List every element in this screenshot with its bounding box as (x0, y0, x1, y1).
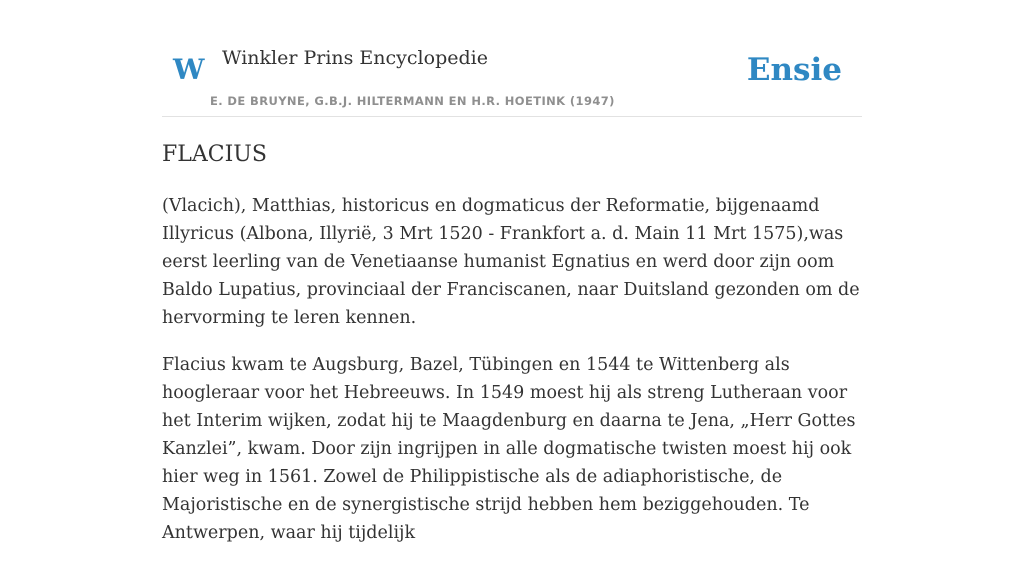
winkler-prins-logo[interactable]: W (173, 53, 205, 86)
header (162, 0, 862, 117)
article-paragraph: Flacius kwam te Augsburg, Bazel, Tübingen en 1544 te Wittenberg als hoogleraar voor het Hebreeuws. In 1549 moest hij als streng Lutheraan voor het Interim wijken, zodat hij te Maagdenburg en daarna te Jena, „Herr Gottes Kanzlei”, kwam. Door zijn ingrijpen in alle dogmatische twisten moest hij ook hier weg in 1561. Zowel de Philippistische als de adiaphoristische, de Majoristische en de synergistische strijd hebben hem beziggehouden. Te Antwerpen, waar hij tijdelijk (162, 355, 856, 543)
page (162, 0, 862, 543)
ensie-logo[interactable]: Ensie (746, 52, 842, 88)
article-paragraph: (Vlacich), Matthias, historicus en dogmaticus der Reformatie, bijgenaamd Illyricus (Albona, Illyrië, 3 Mrt 1520 - Frankfort a. d. Main 11 Mrt 1575),was eerst leerling van de Venetiaanse humanist Egnatius en werd door zijn oom Baldo Lupatius, provinciaal der Franciscanen, naar Duitsland gezonden om de hervorming te leren kennen. (162, 196, 860, 328)
article-body (162, 192, 862, 566)
source-title[interactable]: Winkler Prins Encyclopedie (222, 47, 488, 69)
article-title: FLACIUS (162, 142, 267, 167)
source-authors: E. DE BRUYNE, G.B.J. HILTERMANN EN H.R. HOETINK (1947) (210, 94, 615, 108)
